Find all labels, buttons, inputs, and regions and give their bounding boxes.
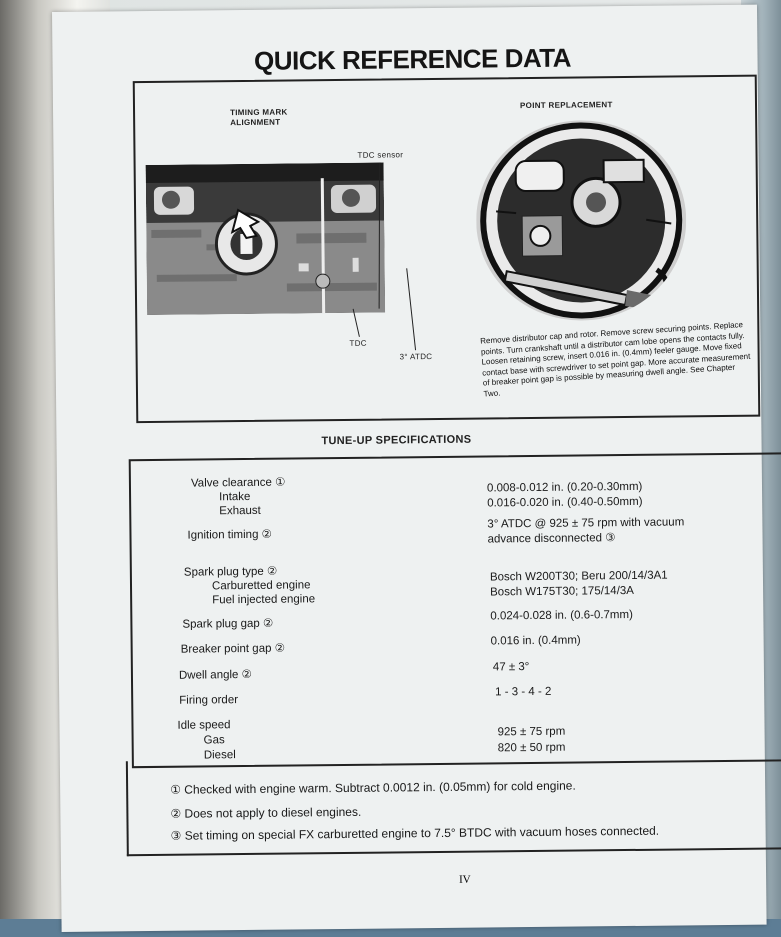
spec-label: Exhaust [219, 504, 261, 518]
point-replacement-instructions: Remove distributor cap and rotor. Remove screw securing points. Replace points. Turn crankshaft until a distributor cam lobe opens the contacts fully. Loosen retaining screw, insert 0.016 in. (0.4mm) feeler gauge. Move fixed contact base with screwdriver to set point gap. More accurate measurement of breaker point gap is possible by measuring dwell angle. See Chapter Two. [479, 320, 751, 399]
distributor-photo [475, 119, 687, 321]
spec-label: Fuel injected engine [212, 593, 316, 607]
timing-leader-lines [336, 158, 428, 359]
spec-label: Intake [219, 490, 251, 504]
figures-box [133, 75, 761, 424]
spec-value: 0.024-0.028 in. (0.6-0.7mm) [490, 608, 633, 623]
spec-value: 3° ATDC @ 925 ± 75 rpm with vacuum [487, 516, 685, 531]
footnote-2: ② Does not apply to diesel engines. [170, 804, 362, 821]
spec-value: Bosch W175T30; 175/14/3A [490, 584, 635, 599]
spec-value: Bosch W200T30; Beru 200/14/3A1 [489, 569, 668, 584]
spec-value: 0.016 in. (0.4mm) [490, 634, 581, 648]
spec-value: 0.008-0.012 in. (0.20-0.30mm) [486, 480, 643, 495]
manual-page [52, 5, 767, 932]
tdc-label: TDC [349, 338, 367, 348]
spec-label: Firing order [179, 694, 239, 707]
spec-label: Valve clearance ① [190, 476, 286, 490]
spec-label: Gas [203, 734, 225, 747]
spec-label: Diesel [203, 749, 236, 762]
spec-label: Carburetted engine [211, 579, 311, 593]
spec-value: 0.016-0.020 in. (0.40-0.50mm) [487, 495, 643, 510]
tune-up-specs-table [129, 452, 781, 768]
points-figure-caption: POINT REPLACEMENT [519, 100, 613, 111]
spec-label: Breaker point gap ② [180, 642, 286, 656]
timing-figure-caption: TIMING MARK ALIGNMENT [230, 107, 288, 128]
tune-up-specs-title: TUNE-UP SPECIFICATIONS [321, 433, 472, 448]
footnote-3: ③ Set timing on special FX carburetted engine to 7.5° BTDC with vacuum hoses connected. [170, 823, 660, 843]
spec-label: Dwell angle ② [178, 668, 252, 682]
spec-label: Spark plug gap ② [182, 617, 274, 631]
atdc-label: 3° ATDC [399, 352, 433, 362]
spec-value: 1 - 3 - 4 - 2 [495, 685, 552, 699]
footnotes-box [126, 754, 781, 856]
spec-label: Spark plug type ② [183, 565, 278, 579]
tdc-sensor-label: TDC sensor [357, 150, 404, 160]
spec-value: 820 ± 50 rpm [497, 741, 566, 755]
page-number: IV [459, 873, 471, 886]
page-title: QUICK REFERENCE DATA [253, 42, 572, 76]
footnote-1: ① Checked with engine warm. Subtract 0.0012 in. (0.05mm) for cold engine. [170, 778, 576, 797]
spec-label: Ignition timing ② [187, 528, 273, 542]
spec-value: 925 ± 75 rpm [497, 725, 566, 739]
spec-value: advance disconnected ③ [487, 532, 616, 546]
spec-label: Idle speed [177, 719, 231, 732]
spec-value: 47 ± 3° [492, 661, 530, 674]
